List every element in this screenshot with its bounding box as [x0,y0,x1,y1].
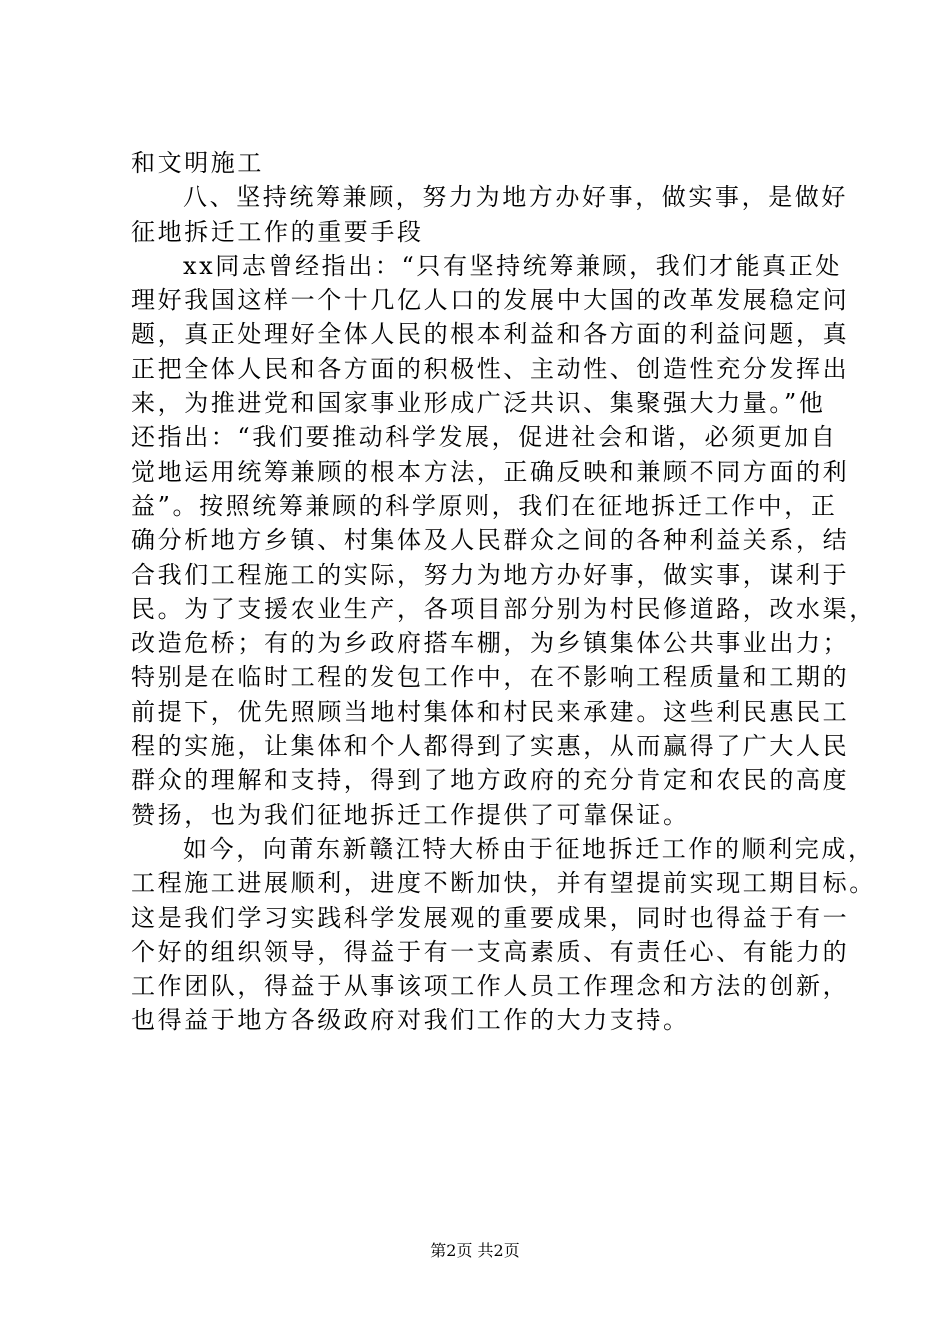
text-line: 工程施工进展顺利，进度不断加快，并有望提前实现工期目标。 [131,869,876,898]
text-line: 程的实施，让集体和个人都得到了实惠，从而赢得了广大人民 [131,732,850,761]
text-line: 合我们工程施工的实际，努力为地方办好事，做实事，谋利于 [131,560,850,589]
text-line: 益”。按照统筹兼顾的科学原则，我们在征地拆迁工作中，正 [131,491,838,520]
section-heading-line: 八、坚持统筹兼顾，努力为地方办好事，做实事，是做好 [183,183,848,212]
text-line: 民。为了支援农业生产，各项目部分别为村民修道路，改水渠， [131,594,876,623]
section-heading-line: 征地拆迁工作的重要手段 [131,217,424,246]
text-line: 确分析地方乡镇、村集体及人民群众之间的各种利益关系，结 [131,526,850,555]
text-line: 正把全体人民和各方面的积极性、主动性、创造性充分发挥出 [131,354,850,383]
text-line: 这是我们学习实践科学发展观的重要成果，同时也得益于有一 [131,903,850,932]
text-line: 题，真正处理好全体人民的根本利益和各方面的利益问题，真 [131,320,850,349]
text-line: 理好我国这样一个十几亿人口的发展中大国的改革发展稳定问 [131,286,850,315]
text-line: 工作团队，得益于从事该项工作人员工作理念和方法的创新， [131,972,850,1001]
text-line: 也得益于地方各级政府对我们工作的大力支持。 [131,1006,690,1035]
text-line: 赞扬，也为我们征地拆迁工作提供了可靠保证。 [131,800,690,829]
text-line: 如今，向莆东新赣江特大桥由于征地拆迁工作的顺利完成， [183,834,875,863]
text-line: 觉地运用统筹兼顾的根本方法，正确反映和兼顾不同方面的利 [131,457,850,486]
text-line: 来，为推进党和国家事业形成广泛共识、集聚强大力量。”他 [131,389,826,418]
text-line: 群众的理解和支持，得到了地方政府的充分肯定和农民的高度 [131,766,850,795]
document-body [131,146,876,1038]
text-line: 个好的组织领导，得益于有一支高素质、有责任心、有能力的 [131,937,850,966]
text-line: xx同志曾经指出：“只有坚持统筹兼顾，我们才能真正处 [183,251,842,280]
text-line: 和文明施工 [131,149,264,177]
page-number-footer: 第2页 共2页 [430,1241,520,1260]
text-line: 特别是在临时工程的发包工作中，在不影响工程质量和工期的 [131,663,850,692]
text-line: 改造危桥；有的为乡政府搭车棚，为乡镇集体公共事业出力； [131,629,850,658]
text-line: 前提下，优先照顾当地村集体和村民来承建。这些利民惠民工 [131,697,850,726]
text-line: 还指出：“我们要推动科学发展，促进社会和谐，必须更加自 [131,423,838,452]
